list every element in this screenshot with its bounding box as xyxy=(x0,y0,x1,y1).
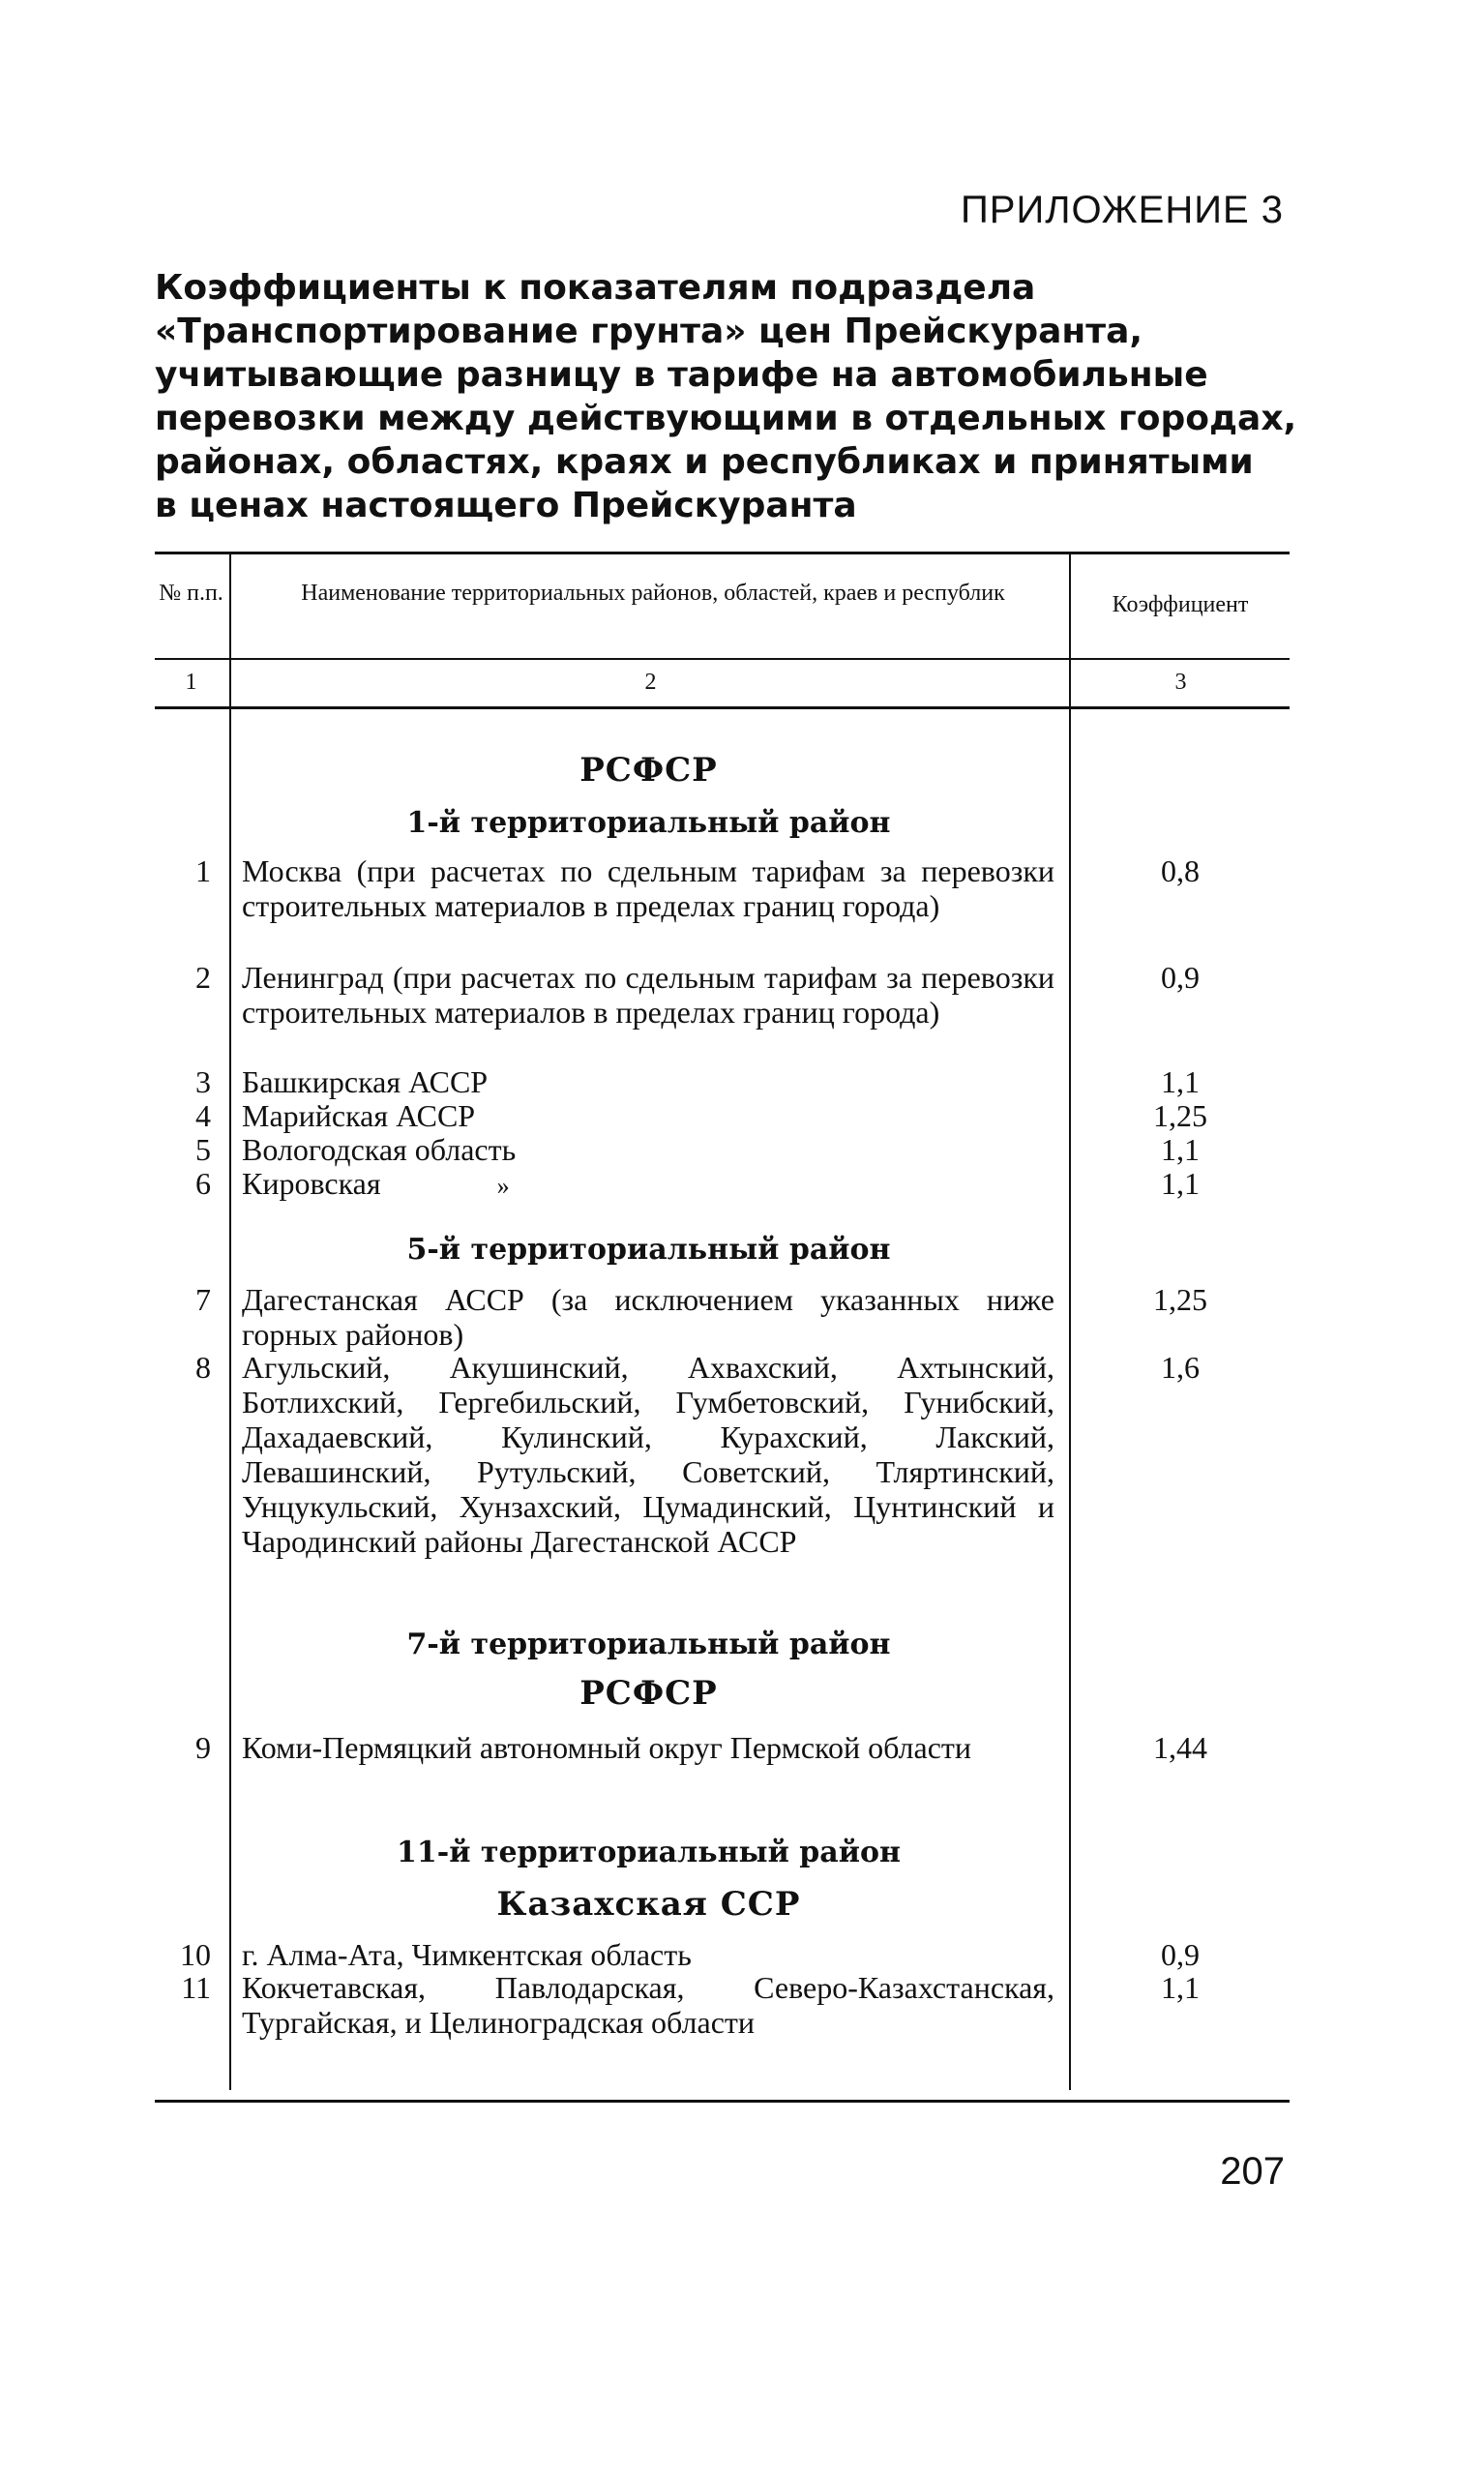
section-heading: 1-й территориальный район xyxy=(406,806,891,840)
row-coefficient: 1,1 xyxy=(1161,1132,1200,1167)
row-number: 9 xyxy=(195,1730,211,1765)
title-line: в ценах настоящего Прейскуранта xyxy=(155,486,857,525)
appendix-label: ПРИЛОЖЕНИЕ 3 xyxy=(961,189,1284,231)
column-numbers-rule xyxy=(155,706,1290,709)
section-heading: Казахская ССР xyxy=(496,1885,801,1924)
ditto-mark: » xyxy=(496,1172,510,1200)
title-line: учитывающие разницу в тарифе на автомобильные xyxy=(155,355,1208,395)
column-number: 3 xyxy=(1174,670,1187,695)
row-name-text: Кировская xyxy=(242,1166,381,1201)
row-number: 2 xyxy=(195,960,211,995)
row-number: 10 xyxy=(180,1937,211,1972)
row-name: Москва (при расчетах по сдельным тарифам за перевозки строительных материалов в пределах границ города) xyxy=(242,853,1054,923)
column-divider xyxy=(229,552,231,2090)
row-name: г. Алма-Ата, Чимкентская область xyxy=(242,1937,692,1972)
header-bottom-rule xyxy=(155,658,1290,660)
section-heading: 11-й территориальный район xyxy=(397,1836,901,1869)
title-line: «Транспортирование грунта» цен Прейскуранта, xyxy=(155,312,1143,351)
section-heading: РСФСР xyxy=(579,1674,718,1713)
row-number: 11 xyxy=(181,1970,211,2005)
page-number: 207 xyxy=(1220,2150,1285,2193)
row-coefficient: 0,9 xyxy=(1161,1937,1200,1972)
row-coefficient: 1,25 xyxy=(1153,1098,1207,1133)
row-name: Башкирская АССР xyxy=(242,1064,489,1099)
header-name: Наименование территориальных районов, областей, краев и республик xyxy=(301,581,1005,606)
section-heading: РСФСР xyxy=(579,751,718,790)
column-number: 2 xyxy=(644,670,657,695)
row-name: Ленинград (при расчетах по сдельным тарифам за перевозки строительных материалов в пределах границ города) xyxy=(242,960,1054,1030)
title-line: Коэффициенты к показателям подраздела xyxy=(155,268,1036,308)
row-name: Кокчетавская, Павлодарская, Северо-Казахстанская, Тургайская, и Целиноградская области xyxy=(242,1970,1054,2040)
title-line: перевозки между действующими в отдельных городах, xyxy=(155,399,1297,438)
row-coefficient: 0,8 xyxy=(1161,853,1200,888)
column-number: 1 xyxy=(185,670,197,695)
row-name: Марийская АССР xyxy=(242,1098,476,1133)
section-heading: 5-й территориальный район xyxy=(406,1233,891,1267)
row-coefficient: 1,6 xyxy=(1161,1350,1200,1385)
table-bottom-rule xyxy=(155,2100,1290,2103)
row-coefficient: 0,9 xyxy=(1161,960,1200,995)
table-top-rule xyxy=(155,552,1290,554)
row-coefficient: 1,44 xyxy=(1153,1730,1207,1765)
header-number: № п.п. xyxy=(159,581,223,606)
row-name: Вологодская область xyxy=(242,1132,517,1167)
section-heading: 7-й территориальный район xyxy=(406,1628,891,1661)
row-number: 6 xyxy=(195,1166,211,1201)
column-divider xyxy=(1069,552,1071,2090)
row-number: 3 xyxy=(195,1064,211,1099)
row-number: 4 xyxy=(195,1098,211,1133)
coefficients-table xyxy=(155,552,1290,2117)
row-coefficient: 1,1 xyxy=(1161,1970,1200,2005)
row-number: 7 xyxy=(195,1282,211,1317)
title-line: районах, областях, краях и республиках и принятыми xyxy=(155,442,1254,482)
row-name: Коми-Пермяцкий автономный округ Пермской области xyxy=(242,1730,972,1765)
row-name: Агульский, Акушинский, Ахвахский, Ахтынский, Ботлихский, Гергебильский, Гумбетовский, Гунибский, Дахадаевский, Кулинский, Курахский, Лакский, Левашинский, Рутульский, Советский, Тляртинский, Унцукульский, Хунзахский, Цумадинский, Цунтинский и Чародинский районы Дагестанской АССР xyxy=(242,1350,1054,1559)
header-coefficient: Коэффициент xyxy=(1112,592,1249,617)
row-coefficient: 1,25 xyxy=(1153,1282,1207,1317)
row-name xyxy=(242,1166,1054,1204)
row-coefficient: 1,1 xyxy=(1161,1064,1200,1099)
row-number: 5 xyxy=(195,1132,211,1167)
row-number: 8 xyxy=(195,1350,211,1385)
row-name: Дагестанская АССР (за исключением указанных ниже горных районов) xyxy=(242,1282,1054,1352)
row-coefficient: 1,1 xyxy=(1161,1166,1200,1201)
document-title xyxy=(155,266,1297,527)
row-number: 1 xyxy=(195,853,211,888)
